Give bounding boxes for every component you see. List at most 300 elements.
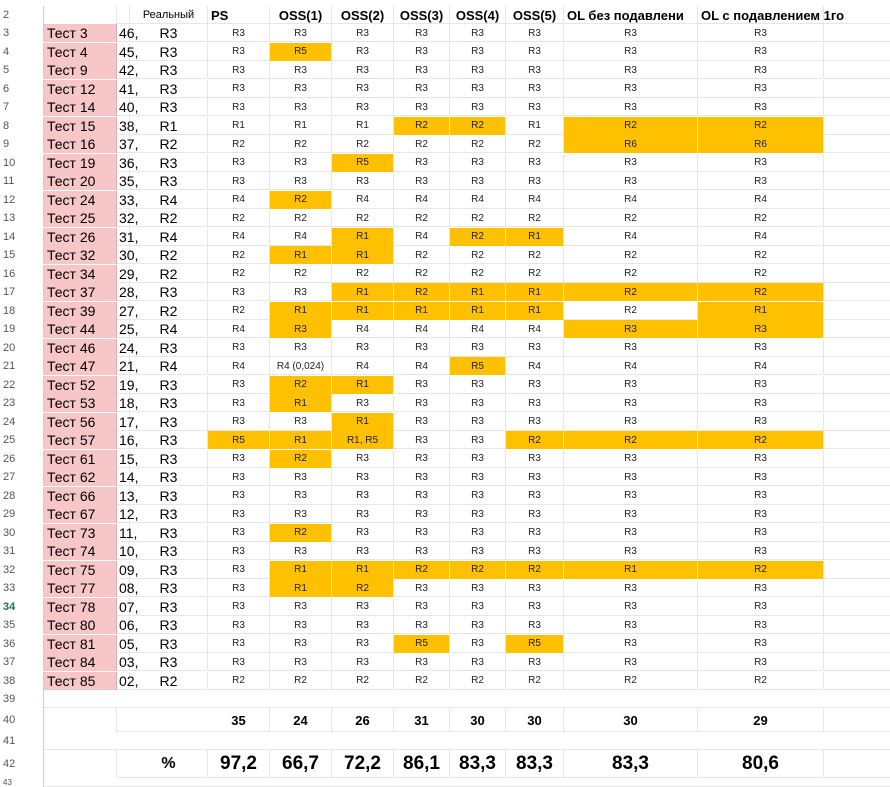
column-header-oss4[interactable]: OSS(4) [450, 6, 506, 24]
real-value-cell[interactable]: R4 [130, 320, 208, 338]
result-cell-ps[interactable]: R3 [208, 487, 270, 505]
test-name-cell[interactable]: Тест 16 [44, 135, 117, 153]
row-number[interactable]: 3 [0, 24, 44, 42]
real-value-cell[interactable]: R3 [130, 450, 208, 468]
result-cell-oss2[interactable]: R3 [332, 487, 394, 505]
result-cell-ps[interactable]: R3 [208, 339, 270, 357]
row-number[interactable]: 26 [0, 450, 44, 468]
real-value-cell[interactable]: R4 [130, 191, 208, 209]
row-number[interactable]: 31 [0, 542, 44, 560]
result-cell-oss5[interactable]: R3 [506, 376, 564, 394]
real-value-cell[interactable]: R3 [130, 635, 208, 653]
result-cell-oss5[interactable]: R4 [506, 191, 564, 209]
result-cell-oss5[interactable]: R1 [506, 117, 564, 135]
test-name-cell[interactable]: Тест 73 [44, 524, 117, 542]
result-cell-ol-with[interactable]: R3 [698, 653, 824, 671]
result-cell-ol-with[interactable]: R3 [698, 376, 824, 394]
row-number[interactable]: 22 [0, 376, 44, 394]
result-cell-ol-without[interactable]: R1 [564, 561, 698, 579]
result-cell-ol-with[interactable]: R3 [698, 487, 824, 505]
empty-cell[interactable] [824, 265, 890, 283]
row-number[interactable]: 19 [0, 320, 44, 338]
result-cell-oss2[interactable]: R4 [332, 191, 394, 209]
result-cell-oss1[interactable]: R3 [270, 320, 332, 338]
empty-cell[interactable] [824, 191, 890, 209]
result-cell-oss5[interactable]: R3 [506, 653, 564, 671]
row-number[interactable]: 32 [0, 561, 44, 579]
result-cell-oss1[interactable]: R1 [270, 246, 332, 264]
result-cell-oss4[interactable]: R3 [450, 431, 506, 449]
result-cell-oss2[interactable]: R3 [332, 468, 394, 486]
result-cell-ol-with[interactable]: R3 [698, 98, 824, 116]
result-cell-ol-without[interactable]: R2 [564, 209, 698, 227]
empty-cell[interactable] [824, 468, 890, 486]
row-number[interactable]: 30 [0, 524, 44, 542]
test-name-cell[interactable]: Тест 61 [44, 450, 117, 468]
result-cell-oss5[interactable]: R3 [506, 98, 564, 116]
result-cell-oss5[interactable]: R1 [506, 228, 564, 246]
test-value-cell[interactable]: 25, [119, 321, 139, 337]
test-name-cell[interactable]: Тест 20 [44, 172, 117, 190]
test-value-cell[interactable]: 40, [119, 99, 139, 115]
result-cell-ol-without[interactable]: R3 [564, 24, 698, 42]
result-cell-oss3[interactable]: R2 [394, 117, 450, 135]
result-cell-ol-with[interactable]: R2 [698, 561, 824, 579]
result-cell-ol-without[interactable]: R3 [564, 542, 698, 560]
result-cell-ps[interactable]: R3 [208, 635, 270, 653]
result-cell-ps[interactable]: R3 [208, 394, 270, 412]
real-value-cell[interactable]: R4 [130, 357, 208, 375]
real-value-cell[interactable]: R3 [130, 376, 208, 394]
test-name-cell[interactable]: Тест 14 [44, 98, 117, 116]
row-number[interactable]: 23 [0, 394, 44, 412]
result-cell-oss3[interactable]: R1 [394, 302, 450, 320]
result-cell-oss1[interactable]: R2 [270, 191, 332, 209]
result-cell-ol-with[interactable]: R3 [698, 80, 824, 98]
real-value-cell[interactable]: R3 [130, 154, 208, 172]
result-cell-oss4[interactable]: R3 [450, 468, 506, 486]
result-cell-ol-without[interactable]: R3 [564, 505, 698, 523]
result-cell-oss2[interactable]: R3 [332, 61, 394, 79]
result-cell-ps[interactable]: R2 [208, 209, 270, 227]
test-name-cell[interactable]: Тест 56 [44, 413, 117, 431]
result-cell-oss1[interactable]: R3 [270, 61, 332, 79]
result-cell-oss2[interactable]: R2 [332, 135, 394, 153]
percent-oss4[interactable]: 83,3 [450, 750, 506, 778]
result-cell-oss3[interactable]: R3 [394, 154, 450, 172]
result-cell-ps[interactable]: R2 [208, 246, 270, 264]
row-number[interactable]: 27 [0, 468, 44, 486]
test-name-cell[interactable]: Тест 24 [44, 191, 117, 209]
result-cell-oss1[interactable]: R3 [270, 653, 332, 671]
real-value-cell[interactable]: R2 [130, 246, 208, 264]
result-cell-oss2[interactable]: R3 [332, 635, 394, 653]
test-value-cell[interactable]: 27, [119, 302, 139, 319]
result-cell-oss1[interactable]: R3 [270, 154, 332, 172]
result-cell-ps[interactable]: R3 [208, 172, 270, 190]
real-value-cell[interactable]: R3 [130, 61, 208, 79]
result-cell-oss4[interactable]: R3 [450, 43, 506, 61]
row-number[interactable]: 11 [0, 172, 44, 190]
result-cell-ps[interactable]: R3 [208, 561, 270, 579]
result-cell-oss4[interactable]: R3 [450, 450, 506, 468]
column-header-oss5[interactable]: OSS(5) [506, 6, 564, 24]
result-cell-oss4[interactable]: R2 [450, 117, 506, 135]
result-cell-oss5[interactable]: R2 [506, 135, 564, 153]
real-value-cell[interactable]: R3 [130, 579, 208, 597]
result-cell-oss5[interactable]: R2 [506, 561, 564, 579]
result-cell-oss4[interactable]: R4 [450, 191, 506, 209]
result-cell-oss4[interactable]: R3 [450, 394, 506, 412]
result-cell-oss4[interactable]: R3 [450, 505, 506, 523]
result-cell-oss2[interactable]: R1 [332, 413, 394, 431]
row-number[interactable]: 14 [0, 228, 44, 246]
result-cell-oss4[interactable]: R3 [450, 616, 506, 634]
column-header-ol-with[interactable]: OL с подавлением 1го [698, 6, 824, 24]
result-cell-oss1[interactable]: R1 [270, 394, 332, 412]
result-cell-ol-without[interactable]: R6 [564, 135, 698, 153]
row-number[interactable]: 20 [0, 339, 44, 357]
row-number[interactable]: 34 [0, 598, 44, 616]
percent-ol-without[interactable]: 83,3 [564, 750, 698, 778]
result-cell-oss3[interactable]: R3 [394, 653, 450, 671]
test-value-cell[interactable]: 09, [119, 561, 139, 578]
result-cell-oss4[interactable]: R2 [450, 209, 506, 227]
row-number[interactable]: 29 [0, 505, 44, 523]
result-cell-oss3[interactable]: R3 [394, 598, 450, 616]
test-value-cell[interactable]: 46, [119, 25, 139, 41]
result-cell-oss5[interactable]: R3 [506, 542, 564, 560]
result-cell-ol-without[interactable]: R3 [564, 450, 698, 468]
empty-cell[interactable] [824, 209, 890, 227]
real-value-cell[interactable]: R3 [130, 394, 208, 412]
result-cell-oss4[interactable]: R3 [450, 24, 506, 42]
total-oss5[interactable]: 30 [506, 708, 564, 732]
result-cell-oss4[interactable]: R2 [450, 246, 506, 264]
real-value-cell[interactable]: R3 [130, 98, 208, 116]
row-number[interactable]: 24 [0, 413, 44, 431]
test-value-cell[interactable]: 33, [119, 191, 139, 208]
result-cell-oss2[interactable]: R1 [332, 561, 394, 579]
result-cell-oss3[interactable]: R2 [394, 265, 450, 283]
result-cell-ol-with[interactable]: R2 [698, 209, 824, 227]
result-cell-ps[interactable]: R4 [208, 357, 270, 375]
result-cell-ol-with[interactable]: R4 [698, 191, 824, 209]
result-cell-ol-without[interactable]: R3 [564, 154, 698, 172]
result-cell-oss4[interactable]: R2 [450, 265, 506, 283]
test-value-cell[interactable]: 14, [119, 469, 139, 485]
test-name-cell[interactable]: Тест 84 [44, 653, 117, 671]
result-cell-oss4[interactable]: R5 [450, 357, 506, 375]
result-cell-oss2[interactable]: R5 [332, 154, 394, 172]
column-header-ol-without[interactable]: OL без подавлени [564, 6, 698, 24]
result-cell-ol-without[interactable]: R2 [564, 283, 698, 301]
result-cell-oss2[interactable]: R3 [332, 43, 394, 61]
result-cell-oss1[interactable]: R3 [270, 172, 332, 190]
result-cell-ol-with[interactable]: R3 [698, 43, 824, 61]
row-number[interactable]: 16 [0, 265, 44, 283]
result-cell-ps[interactable]: R3 [208, 579, 270, 597]
test-value-cell[interactable]: 29, [119, 265, 139, 282]
real-value-cell[interactable]: R3 [130, 505, 208, 523]
result-cell-oss5[interactable]: R3 [506, 339, 564, 357]
result-cell-oss5[interactable]: R3 [506, 80, 564, 98]
result-cell-oss4[interactable]: R2 [450, 228, 506, 246]
empty-cell[interactable] [824, 394, 890, 412]
result-cell-oss3[interactable]: R3 [394, 98, 450, 116]
result-cell-oss5[interactable]: R3 [506, 24, 564, 42]
result-cell-ps[interactable]: R3 [208, 376, 270, 394]
result-cell-oss2[interactable]: R3 [332, 524, 394, 542]
result-cell-oss1[interactable]: R3 [270, 339, 332, 357]
real-value-cell[interactable]: R4 [130, 228, 208, 246]
row-number[interactable]: 8 [0, 117, 44, 135]
empty-cell[interactable] [824, 357, 890, 375]
result-cell-oss3[interactable]: R5 [394, 635, 450, 653]
test-name-cell[interactable]: Тест 66 [44, 487, 117, 505]
test-name-cell[interactable]: Тест 74 [44, 542, 117, 560]
result-cell-oss5[interactable]: R3 [506, 61, 564, 79]
result-cell-ol-with[interactable]: R3 [698, 320, 824, 338]
result-cell-oss4[interactable]: R3 [450, 61, 506, 79]
result-cell-oss4[interactable]: R3 [450, 635, 506, 653]
test-name-cell[interactable]: Тест 78 [44, 598, 117, 616]
result-cell-ol-without[interactable]: R2 [564, 265, 698, 283]
result-cell-ps[interactable]: R3 [208, 598, 270, 616]
real-value-cell[interactable]: R3 [130, 653, 208, 671]
test-name-cell[interactable]: Тест 53 [44, 394, 117, 412]
result-cell-oss5[interactable]: R3 [506, 505, 564, 523]
result-cell-ol-without[interactable]: R3 [564, 524, 698, 542]
result-cell-oss2[interactable]: R3 [332, 542, 394, 560]
result-cell-oss1[interactable]: R3 [270, 616, 332, 634]
result-cell-ps[interactable]: R3 [208, 468, 270, 486]
result-cell-ps[interactable]: R3 [208, 283, 270, 301]
result-cell-oss3[interactable]: R2 [394, 672, 450, 690]
result-cell-oss2[interactable]: R2 [332, 209, 394, 227]
test-value-cell[interactable]: 03, [119, 654, 139, 670]
result-cell-oss1[interactable]: R3 [270, 487, 332, 505]
row-number[interactable]: 18 [0, 302, 44, 320]
result-cell-oss2[interactable]: R1 [332, 283, 394, 301]
test-name-cell[interactable]: Тест 46 [44, 339, 117, 357]
row-number[interactable]: 21 [0, 357, 44, 375]
result-cell-ol-without[interactable]: R3 [564, 598, 698, 616]
result-cell-ps[interactable]: R2 [208, 672, 270, 690]
result-cell-ol-with[interactable]: R3 [698, 616, 824, 634]
empty-cell[interactable] [44, 708, 117, 732]
test-value-cell[interactable]: 42, [119, 62, 139, 78]
result-cell-oss5[interactable]: R2 [506, 431, 564, 449]
result-cell-ps[interactable]: R3 [208, 43, 270, 61]
test-value-cell[interactable]: 36, [119, 154, 139, 171]
result-cell-ps[interactable]: R3 [208, 505, 270, 523]
empty-cell[interactable] [824, 413, 890, 431]
result-cell-oss2[interactable]: R4 [332, 357, 394, 375]
result-cell-ol-with[interactable]: R3 [698, 61, 824, 79]
empty-cell[interactable] [824, 228, 890, 246]
real-value-cell[interactable]: R3 [130, 172, 208, 190]
empty-cell[interactable] [824, 320, 890, 338]
result-cell-ps[interactable]: R3 [208, 653, 270, 671]
result-cell-ol-with[interactable]: R3 [698, 542, 824, 560]
result-cell-oss1[interactable]: R4 (0,024) [270, 357, 332, 375]
empty-cell[interactable] [824, 653, 890, 671]
result-cell-ol-without[interactable]: R2 [564, 431, 698, 449]
result-cell-ol-with[interactable]: R3 [698, 154, 824, 172]
result-cell-oss3[interactable]: R3 [394, 487, 450, 505]
row-number[interactable]: 4 [0, 43, 44, 61]
test-name-cell[interactable]: Тест 75 [44, 561, 117, 579]
empty-cell[interactable] [824, 135, 890, 153]
test-name-cell[interactable]: Тест 3 [44, 24, 117, 42]
empty-cell[interactable] [824, 431, 890, 449]
result-cell-ps[interactable]: R3 [208, 24, 270, 42]
result-cell-oss1[interactable]: R3 [270, 283, 332, 301]
result-cell-oss5[interactable]: R3 [506, 487, 564, 505]
total-oss4[interactable]: 30 [450, 708, 506, 732]
row-number[interactable]: 15 [0, 246, 44, 264]
percent-oss3[interactable]: 86,1 [394, 750, 450, 778]
result-cell-oss3[interactable]: R3 [394, 542, 450, 560]
row-number[interactable]: 35 [0, 616, 44, 634]
test-value-cell[interactable]: 18, [119, 395, 139, 411]
test-name-cell[interactable]: Тест 44 [44, 320, 117, 338]
real-value-cell[interactable]: R2 [130, 209, 208, 227]
result-cell-ol-with[interactable]: R2 [698, 431, 824, 449]
result-cell-ol-without[interactable]: R3 [564, 43, 698, 61]
result-cell-oss1[interactable]: R1 [270, 561, 332, 579]
header-name-cell[interactable] [44, 6, 117, 24]
real-value-cell[interactable]: R3 [130, 24, 208, 42]
result-cell-oss1[interactable]: R3 [270, 542, 332, 560]
row-number[interactable]: 7 [0, 98, 44, 116]
result-cell-oss1[interactable]: R2 [270, 265, 332, 283]
test-name-cell[interactable]: Тест 52 [44, 376, 117, 394]
result-cell-oss2[interactable]: R1 [332, 246, 394, 264]
empty-cell[interactable] [824, 43, 890, 61]
header-value-cell[interactable] [117, 6, 130, 24]
result-cell-oss1[interactable]: R3 [270, 98, 332, 116]
empty-cell[interactable] [824, 616, 890, 634]
test-name-cell[interactable]: Тест 19 [44, 154, 117, 172]
result-cell-ps[interactable]: R3 [208, 616, 270, 634]
test-value-cell[interactable]: 11, [119, 524, 138, 541]
result-cell-oss4[interactable]: R1 [450, 302, 506, 320]
real-value-cell[interactable]: R2 [130, 135, 208, 153]
row-number[interactable]: 37 [0, 653, 44, 671]
result-cell-oss5[interactable]: R3 [506, 43, 564, 61]
result-cell-oss1[interactable]: R2 [270, 209, 332, 227]
result-cell-ol-with[interactable]: R3 [698, 339, 824, 357]
result-cell-oss3[interactable]: R3 [394, 579, 450, 597]
test-name-cell[interactable]: Тест 67 [44, 505, 117, 523]
real-value-cell[interactable]: R1 [130, 117, 208, 135]
result-cell-ol-without[interactable]: R4 [564, 191, 698, 209]
total-oss2[interactable]: 26 [332, 708, 394, 732]
result-cell-ol-without[interactable]: R3 [564, 468, 698, 486]
result-cell-ol-with[interactable]: R2 [698, 672, 824, 690]
real-value-cell[interactable]: R3 [130, 339, 208, 357]
result-cell-ps[interactable]: R3 [208, 524, 270, 542]
result-cell-oss3[interactable]: R3 [394, 61, 450, 79]
result-cell-oss3[interactable]: R4 [394, 228, 450, 246]
result-cell-oss1[interactable]: R1 [270, 302, 332, 320]
result-cell-oss4[interactable]: R4 [450, 320, 506, 338]
result-cell-ol-with[interactable]: R3 [698, 450, 824, 468]
result-cell-oss1[interactable]: R3 [270, 413, 332, 431]
result-cell-oss3[interactable]: R3 [394, 505, 450, 523]
row-number[interactable]: 12 [0, 191, 44, 209]
row-number[interactable]: 10 [0, 154, 44, 172]
result-cell-ol-without[interactable]: R3 [564, 616, 698, 634]
result-cell-oss5[interactable]: R3 [506, 172, 564, 190]
result-cell-ol-with[interactable]: R3 [698, 505, 824, 523]
result-cell-oss5[interactable]: R3 [506, 394, 564, 412]
result-cell-ol-without[interactable]: R3 [564, 413, 698, 431]
result-cell-oss5[interactable]: R1 [506, 283, 564, 301]
empty-cell[interactable] [824, 561, 890, 579]
result-cell-ol-with[interactable]: R3 [698, 394, 824, 412]
result-cell-ol-without[interactable]: R4 [564, 357, 698, 375]
test-value-cell[interactable]: 08, [119, 580, 139, 596]
result-cell-ps[interactable]: R5 [208, 431, 270, 449]
percent-oss2[interactable]: 72,2 [332, 750, 394, 778]
row-number[interactable]: 41 [0, 732, 44, 750]
result-cell-oss4[interactable]: R3 [450, 172, 506, 190]
test-value-cell[interactable]: 38, [119, 117, 139, 134]
empty-cell[interactable] [824, 672, 890, 690]
result-cell-oss2[interactable]: R1 [332, 376, 394, 394]
test-value-cell[interactable]: 10, [119, 543, 139, 559]
result-cell-oss4[interactable]: R2 [450, 672, 506, 690]
result-cell-oss2[interactable]: R3 [332, 172, 394, 190]
result-cell-ol-with[interactable]: R3 [698, 579, 824, 597]
result-cell-ol-without[interactable]: R2 [564, 246, 698, 264]
result-cell-oss2[interactable]: R4 [332, 320, 394, 338]
result-cell-oss1[interactable]: R2 [270, 450, 332, 468]
result-cell-ol-with[interactable]: R3 [698, 24, 824, 42]
row-number[interactable]: 33 [0, 579, 44, 597]
test-value-cell[interactable]: 37, [119, 136, 139, 152]
result-cell-oss3[interactable]: R3 [394, 524, 450, 542]
result-cell-oss1[interactable]: R3 [270, 635, 332, 653]
percent-oss5[interactable]: 83,3 [506, 750, 564, 778]
result-cell-ol-without[interactable]: R3 [564, 579, 698, 597]
result-cell-oss5[interactable]: R3 [506, 468, 564, 486]
empty-cell[interactable] [824, 598, 890, 616]
test-name-cell[interactable]: Тест 39 [44, 302, 117, 320]
real-value-cell[interactable]: R2 [130, 302, 208, 320]
row-number[interactable]: 2 [0, 6, 44, 24]
result-cell-oss4[interactable]: R3 [450, 487, 506, 505]
real-value-cell[interactable]: R3 [130, 561, 208, 579]
test-value-cell[interactable]: 13, [119, 487, 139, 504]
empty-cell[interactable] [824, 376, 890, 394]
row-number[interactable]: 25 [0, 431, 44, 449]
result-cell-oss3[interactable]: R2 [394, 561, 450, 579]
result-cell-oss1[interactable]: R3 [270, 598, 332, 616]
empty-cell[interactable] [824, 542, 890, 560]
row-number[interactable]: 38 [0, 672, 44, 690]
percent-ol-with[interactable]: 80,6 [698, 750, 824, 778]
test-value-cell[interactable]: 31, [119, 228, 139, 245]
row-number[interactable]: 6 [0, 80, 44, 98]
result-cell-oss1[interactable]: R4 [270, 228, 332, 246]
empty-cell[interactable] [824, 6, 890, 24]
result-cell-oss4[interactable]: R3 [450, 339, 506, 357]
test-value-cell[interactable]: 15, [119, 450, 139, 467]
